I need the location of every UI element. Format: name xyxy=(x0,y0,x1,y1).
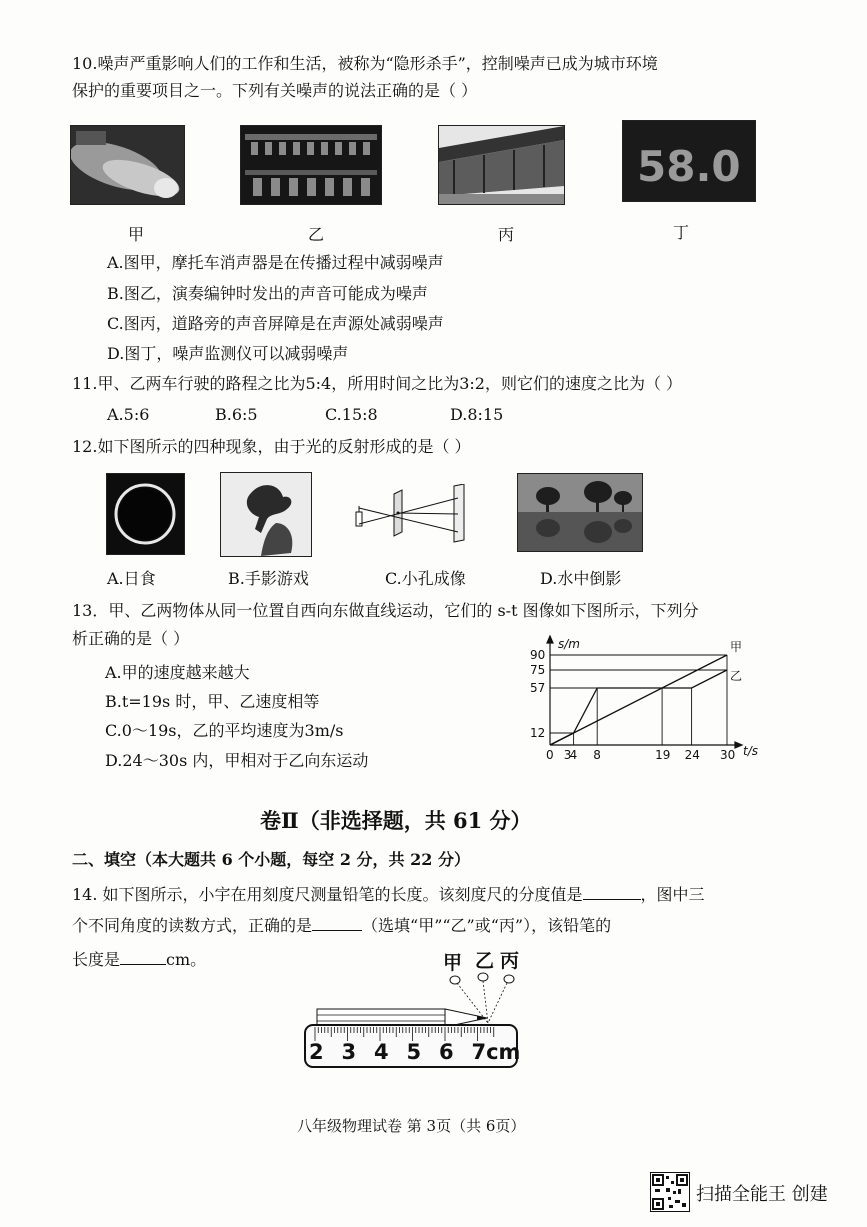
solar-eclipse-image xyxy=(106,473,185,555)
ruler-number: 4 xyxy=(374,1040,389,1064)
q11-option-b: B.6:5 xyxy=(215,405,258,424)
x-axis-label: t/s xyxy=(743,744,758,758)
section-2-part-heading: 二、填空（本大题共 6 个小题，每空 2 分，共 22 分） xyxy=(72,850,470,869)
caption-bing: 丙 xyxy=(498,225,515,244)
q13-stem-line2: 析正确的是（ ） xyxy=(72,629,190,648)
q10-option-d: D.图丁，噪声监测仪可以减弱噪声 xyxy=(107,344,349,363)
eye-icons xyxy=(450,973,514,984)
q11-stem: 11.甲、乙两车行驶的路程之比为5:4，所用时间之比为3:2，则它们的速度之比为（ ） xyxy=(72,374,683,393)
x-tick-label: 8 xyxy=(593,748,601,762)
q12-option-d: D.水中倒影 xyxy=(540,569,622,588)
q11-option-c: C.15:8 xyxy=(325,405,378,424)
eye-label-bing: 丙 xyxy=(500,950,520,972)
sound-barrier-image xyxy=(438,125,565,205)
y-tick-label: 57 xyxy=(530,681,546,695)
q10-stem-line2: 保护的重要项目之一。下列有关噪声的说法正确的是（ ） xyxy=(72,81,478,100)
scanner-watermark: 扫描全能王 创建 xyxy=(696,1184,828,1205)
ruler-number: 2 xyxy=(309,1040,324,1064)
series-label: 甲 xyxy=(730,640,743,654)
q12-option-c: C.小孔成像 xyxy=(385,569,466,588)
q14-stem-line3 xyxy=(72,948,206,971)
monitor-reading: 58.0 xyxy=(637,142,741,191)
qr-code-icon xyxy=(650,1172,690,1212)
x-tick-label: 19 xyxy=(655,748,671,762)
ruler-pencil-diagram xyxy=(295,945,535,1070)
q14-blank-1[interactable] xyxy=(583,883,641,900)
ruler xyxy=(305,1025,520,1067)
series-label: 乙 xyxy=(730,669,743,683)
x-tick-label: 4 xyxy=(569,748,578,762)
eye-label-jia: 甲 xyxy=(443,952,463,974)
q14-line3-tail: cm。 xyxy=(166,950,207,969)
q10-option-a: A.图甲，摩托车消声器是在传播过程中减弱噪声 xyxy=(107,253,444,272)
caption-jia: 甲 xyxy=(128,225,145,244)
y-tick-label: 90 xyxy=(530,648,546,662)
x-tick-label: 30 xyxy=(720,748,736,762)
caption-ding: 丁 xyxy=(673,223,690,242)
q13-option-d: D.24～30s 内，甲相对于乙向东运动 xyxy=(105,751,369,770)
q12-stem: 12.如下图所示的四种现象，由于光的反射形成的是（ ） xyxy=(72,437,471,456)
q13-option-b: B.t=19s 时，甲、乙速度相等 xyxy=(105,692,320,711)
q14-stem-line1 xyxy=(72,883,705,906)
q13-option-c: C.0～19s，乙的平均速度为3m/s xyxy=(105,721,344,740)
y-tick-label: 12 xyxy=(530,726,546,740)
q14-line3-text: 长度是 xyxy=(72,950,121,969)
ruler-number: 7cm xyxy=(471,1040,521,1064)
y-tick-label: 75 xyxy=(530,663,546,677)
motorcycle-muffler-image xyxy=(70,125,185,205)
noise-monitor-image xyxy=(622,120,756,202)
series-line-jia xyxy=(550,655,727,745)
hand-shadow-image xyxy=(220,472,312,557)
q10-option-b: B.图乙，演奏编钟时发出的声音可能成为噪声 xyxy=(107,284,428,303)
q13-stem-line1: 13．甲、乙两物体从同一位置自西向东做直线运动，它们的 s-t 图像如下图所示，下列分 xyxy=(72,601,699,620)
q12-option-b: B.手影游戏 xyxy=(228,569,309,588)
q14-line2-text: 个不同角度的读数方式，正确的是 xyxy=(72,916,313,935)
water-reflection-image xyxy=(517,473,643,552)
q14-line1-tail: ，图中三 xyxy=(640,885,705,904)
ruler-number: 6 xyxy=(439,1040,454,1064)
q13-option-a: A.甲的速度越来越大 xyxy=(105,663,250,682)
ruler-number: 5 xyxy=(406,1040,422,1064)
q10-stem-line1: 10.噪声严重影响人们的工作和生活，被称为“隐形杀手”，控制噪声已成为城市环境 xyxy=(72,54,658,73)
q14-blank-2[interactable] xyxy=(312,914,362,931)
pinhole-camera-diagram xyxy=(350,484,475,544)
s-t-graph xyxy=(530,635,775,763)
eye-label-yi: 乙 xyxy=(475,950,495,972)
caption-yi: 乙 xyxy=(308,225,325,244)
q11-option-d: D.8:15 xyxy=(450,405,504,424)
q14-blank-3[interactable] xyxy=(120,948,166,965)
q14-stem-line2 xyxy=(72,914,611,937)
x-tick-label: 24 xyxy=(684,748,700,762)
q12-option-a: A.日食 xyxy=(107,569,156,588)
page-footer: 八年级物理试卷 第 3页（共 6页） xyxy=(297,1117,526,1135)
q11-option-a: A.5:6 xyxy=(107,405,150,424)
q14-line2-tail: （选填“甲”“乙”或“丙”），该铅笔的 xyxy=(362,916,612,935)
x-tick-label: 0 xyxy=(546,748,554,762)
chime-bells-image xyxy=(240,125,382,205)
y-axis-label: s/m xyxy=(558,637,580,651)
x-tick-label: 3 xyxy=(563,748,572,762)
series-line-yi xyxy=(550,670,727,745)
q14-line1-text: 14. 如下图所示，小宇在用刻度尺测量铅笔的长度。该刻度尺的分度值是 xyxy=(72,885,583,904)
ruler-number: 3 xyxy=(341,1040,357,1064)
q10-option-c: C.图丙，道路旁的声音屏障是在声源处减弱噪声 xyxy=(107,314,444,333)
section-2-title: 卷Ⅱ（非选择题，共 61 分） xyxy=(260,808,532,833)
